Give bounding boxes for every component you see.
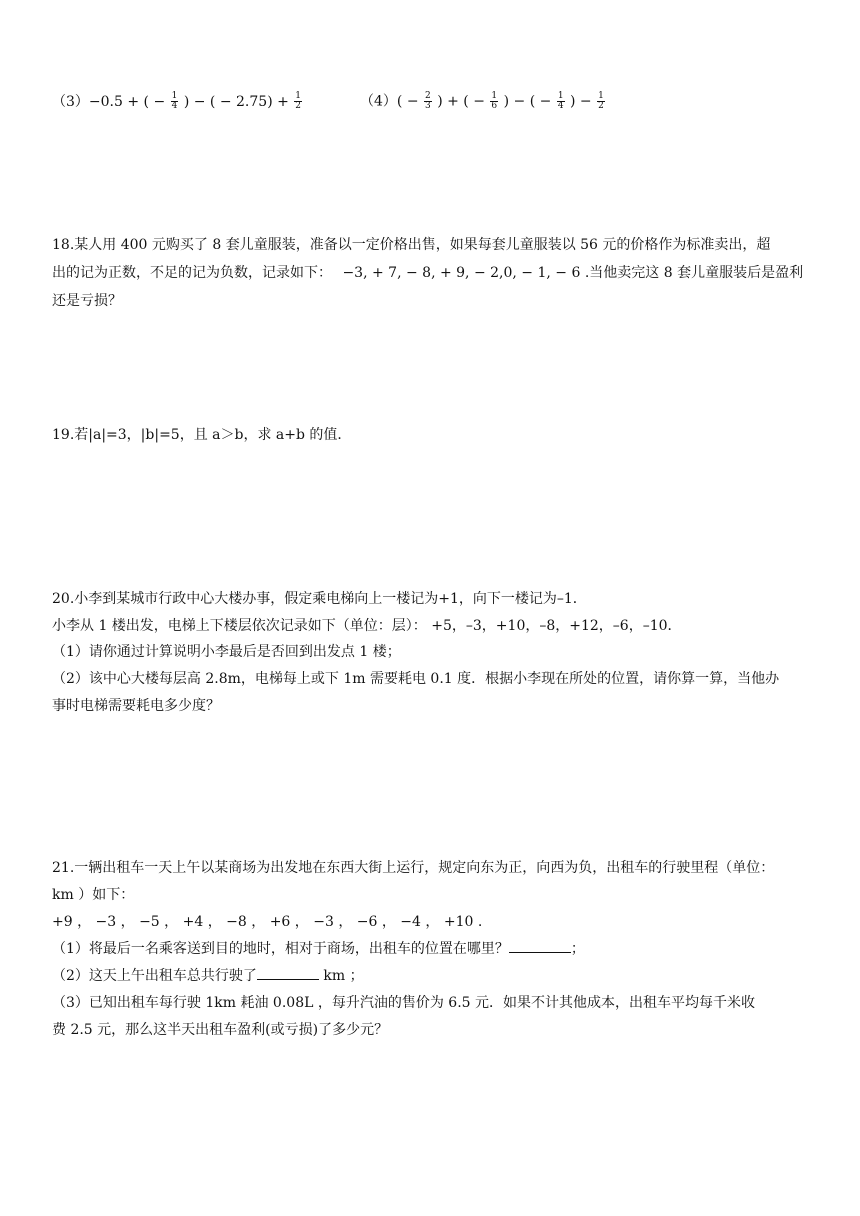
- fraction: $\frac{2}{3}$: [425, 91, 431, 111]
- q17-expressions: [52, 92, 808, 111]
- fraction: $\frac{1}{4}$: [171, 91, 178, 111]
- q20-line-3: （1）请你通过计算说明小李最后是否回到出发点 1 楼；: [52, 644, 401, 660]
- question-19: 19.若|a|=3，|b|=5，且 a＞b，求 a+b 的值．: [52, 427, 352, 443]
- q18-line-3: 还是亏损？: [52, 293, 122, 309]
- q17-part4: （4）( − $\frac{2}{3}$ ) + ( − $\frac{1}{6}$ ) − ( − $\frac{1}{4}$ ) − $\frac{1}{2}$: [360, 91, 604, 111]
- q21-line-4: （1）将最后一名乘客送到目的地时，相对于商场，出租车的位置在哪里？ ；: [52, 941, 585, 957]
- fraction: $\frac{1}{2}$: [295, 91, 302, 111]
- fraction: $\frac{1}{2}$: [598, 91, 604, 111]
- q21-line-6: （3）已知出租车每行驶 1km 耗油 0.08L ，每升汽油的售价为 6.5 元．如果不计其他成本，出租车平均每千米收: [52, 995, 756, 1011]
- q21-line-2: km ）如下：: [52, 887, 135, 903]
- q17-part3: （3）−0.5 + ( − $\frac{1}{4}$ ) − ( − 2.75) + $\frac{1}{2}$: [52, 91, 302, 111]
- answer-blank-2[interactable]: [257, 967, 319, 980]
- q20-line-5: 事时电梯需要耗电多少度？: [52, 698, 220, 714]
- q21-line-3: +9 ， −3 ， −5 ， +4 ， −8 ， +6 ， −3 ， −6 ， −4 ， +10 .: [52, 914, 483, 930]
- q21-line-5: （2）这天上午出租车总共行驶了 km ；: [52, 968, 364, 984]
- fraction: $\frac{1}{4}$: [557, 91, 564, 111]
- q20-line-1: 20.小李到某城市行政中心大楼办事，假定乘电梯向上一楼记为+1，向下一楼记为–1．: [52, 591, 587, 607]
- fraction: $\frac{1}{6}$: [491, 91, 498, 111]
- q18-line-1: 18.某人用 400 元购买了 8 套儿童服装，准备以一定价格出售，如果每套儿童服装以 56 元的价格作为标准卖出，超: [52, 237, 771, 253]
- answer-blank-1[interactable]: [509, 940, 571, 953]
- q21-line-7: 费 2.5 元，那么这半天出租车盈利(或亏损)了多少元？: [52, 1022, 389, 1038]
- q18-line-2: 出的记为正数，不足的记为负数，记录如下： −3, + 7, − 8, + 9, − 2,0, − 1, − 6 .当他卖完这 8 套儿童服装后是盈利: [52, 265, 804, 281]
- q20-line-2: 小李从 1 楼出发，电梯上下楼层依次记录如下（单位：层）： +5，–3，+10，–8，+12，–6，–10．: [52, 618, 682, 634]
- q20-line-4: （2）该中心大楼每层高 2.8m，电梯每上或下 1m 需要耗电 0.1 度．根据小李现在所处的位置，请你算一算，当他办: [52, 671, 780, 687]
- q21-line-1: 21.一辆出租车一天上午以某商场为出发地在东西大街上运行，规定向东为正，向西为负，出租车的行驶里程（单位：: [52, 860, 775, 876]
